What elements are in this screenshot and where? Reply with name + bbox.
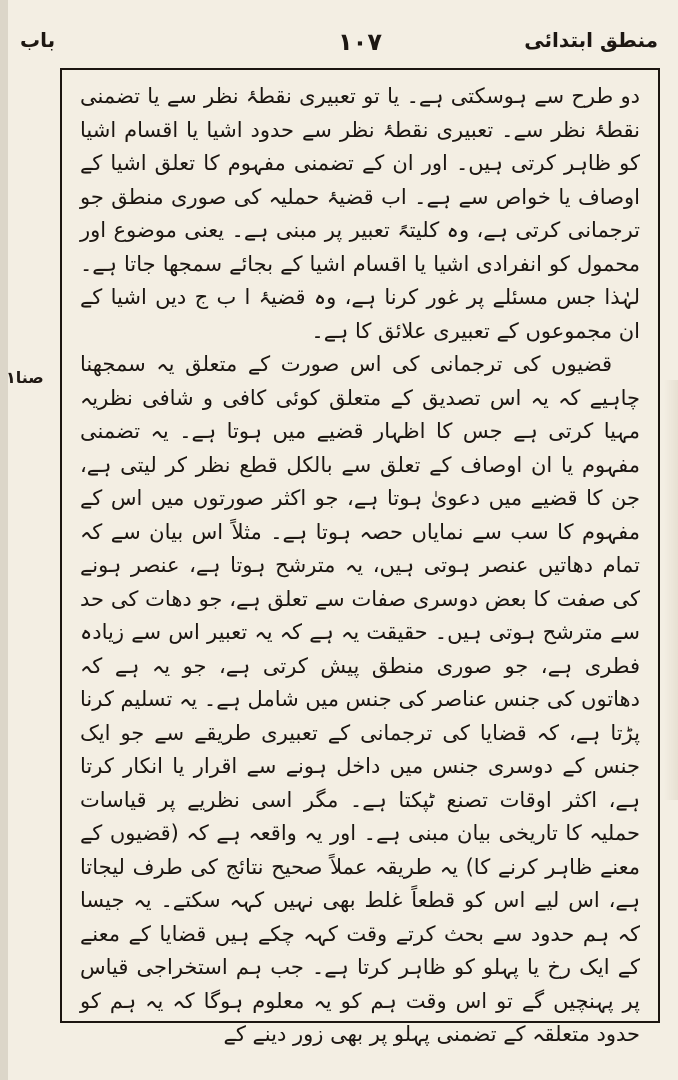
paragraph-1: دو طرح سے ہوسکتی ہے۔ یا تو تعبیری نقطۂ نظر سے یا تضمنی نقطۂ نظر سے۔ تعبیری نقطۂ نظر سے حدود اشیا یا اقسام اشیا کو ظاہر کرتی ہیں۔ اور ان کے تضمنی مفہوم کا تعلق اشیا کے اوصاف یا خواص سے ہے۔ اب قضیۂ حملیہ کی صوری منطق جو ترجمانی کرتی ہے، وہ کلیتہً تعبیر پر مبنی ہے۔ یعنی موضوع اور محمول کو انفرادی اشیا یا اقسام اشیا کے بجائے سمجھا جاتا ہے۔ لہٰذا جس مسئلے پر غور کرنا ہے، وہ قضیۂ ا ب ج دیں اشیا کے ان مجموعوں کے تعبیری علائق کا ہے۔ [80, 84, 640, 343]
margin-note: صنا۱ [6, 368, 44, 387]
page-edge [0, 0, 8, 1080]
book-title: منطق ابتدائی [524, 28, 658, 52]
page-header [20, 28, 658, 62]
chapter-label: باب [20, 28, 56, 52]
page-bleed [664, 380, 678, 800]
paragraph-2: قضیوں کی ترجمانی کی اس صورت کے متعلق یہ سمجھنا چاہیے کہ یہ اس تصدیق کے متعلق کوئی کافی و شافی نظریہ مہیا کرتی ہے جس کا اظہار قضیے میں ہوتا ہے۔ یہ تضمنی مفہوم یا ان اوصاف کے تعلق سے بالکل قطع نظر کر لیتی ہے، جن کا قضیے میں دعویٰ ہوتا ہے، جو اکثر صورتوں میں اس کے مفہوم کا سب سے نمایاں حصہ ہوتا ہے۔ مثلاً اس بیان سے کہ تمام دھاتیں عنصر ہوتی ہیں، یہ مترشح ہوتا ہے، عنصر ہونے کی صفت کا بعض دوسری صفات سے تعلق ہے، جو دھات کی حد سے مترشح ہوتی ہیں۔ حقیقت یہ ہے کہ یہ تعبیر اس سے زیادہ فطری ہے، جو صوری منطق پیش کرتی ہے، جو یہ ہے کہ دھاتوں کی جنس عناصر کی جنس میں شامل ہے۔ یہ تسلیم کرنا پڑتا ہے، کہ قضایا کی ترجمانی کے تعبیری طریقے سے جو ایک جنس کے دوسری جنس میں داخل ہونے سے اقرار یا انکار کرتا ہے، اکثر اوقات تصنع ٹپکتا ہے۔ مگر اسی نظریے پر قیاسات حملیہ کا تاریخی بیان مبنی ہے۔ اور یہ واقعہ ہے کہ (قضیوں کے معنے ظاہر کرنے کا) یہ طریقہ عملاً صحیح نتائج کی طرف لیجاتا ہے، اس لیے اس کو قطعاً غلط بھی نہیں کہہ سکتے۔ یہ جیسا کہ ہم حدود سے بحث کرتے وقت کہہ چکے ہیں قضایا کے معنے کے ایک رخ یا پہلو کو ظاہر کرتا ہے۔ جب ہم استخراجی قیاس پر پہنچیں گے تو اس وقت ہم کو یہ معلوم ہوگا کہ یہ ہم کو حدود متعلقہ کے تضمنی پہلو پر بھی زور دینے کے [80, 352, 640, 1046]
page-number: ۱۰۷ [338, 28, 382, 56]
body-text [80, 80, 640, 1052]
